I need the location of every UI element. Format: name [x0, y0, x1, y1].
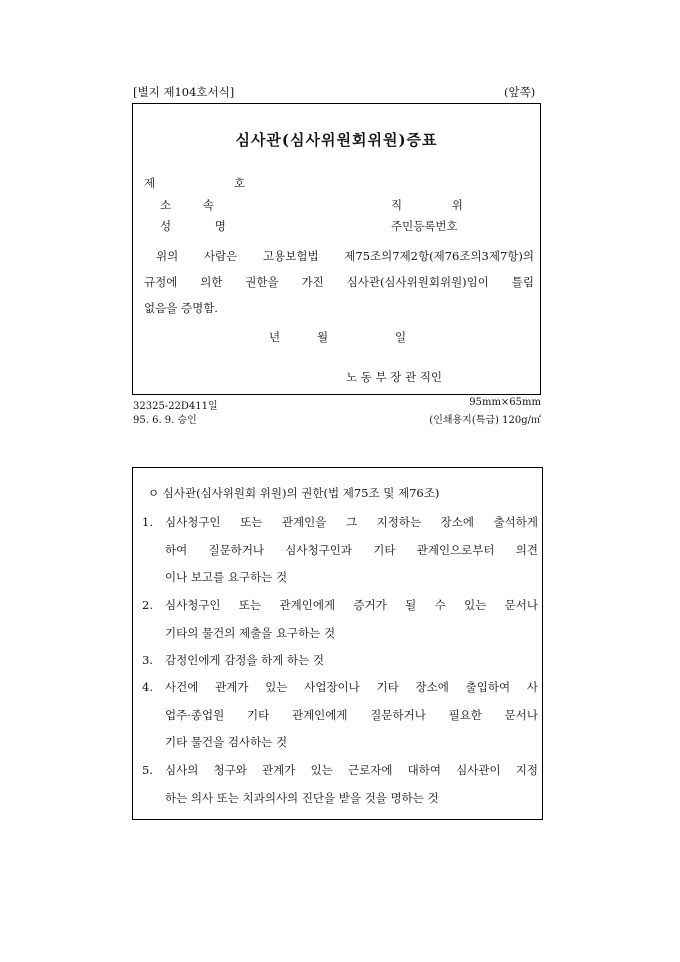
item-number: 1.	[142, 515, 153, 529]
position-label: 직 위	[391, 198, 463, 212]
date-year-label: 년	[269, 330, 281, 344]
authority-box	[132, 467, 543, 820]
item-line: 감정인에게 감정을 하게 하는 것	[165, 653, 325, 667]
resident-id-label: 주민등록번호	[391, 219, 458, 233]
date-month-label: 월	[317, 330, 329, 344]
item-line: 심사청구인 또는 관계인을 그 지정하는 장소에 출석하게	[165, 515, 538, 529]
item-line: 사건에 관계가 있는 사업장이나 기타 장소에 출입하여 사	[165, 680, 538, 694]
certification-statement	[144, 243, 534, 321]
item-line: 심사청구인 또는 관계인에게 증거가 될 수 있는 문서나	[165, 598, 538, 612]
list-item	[142, 509, 538, 592]
item-line: 하는 의사 또는 치과의사의 진단을 받을 것을 명하는 것	[165, 790, 439, 805]
name-label: 성 명	[160, 219, 226, 233]
card-title: 심사관(심사위원회위원)증표	[235, 131, 438, 149]
affiliation-label: 소 속	[160, 198, 214, 212]
item-line: 업주·종업원 기타 관계인에게 질문하거나 필요한 문서나	[165, 707, 538, 722]
form-code: 32325-22D411일	[133, 401, 218, 412]
list-item	[142, 757, 538, 812]
item-line: 심사의 청구와 관계가 있는 근로자에 대하여 심사관이 지정	[165, 763, 538, 777]
paper-spec: (인쇄용지(특급) 120g/㎡	[429, 415, 541, 426]
authority-heading: ㅇ 심사관(심사위원회 위원)의 권한(법 제75조 및 제76조)	[148, 486, 440, 500]
card-number-suffix: 호	[234, 176, 246, 190]
form-number-label: [별지 제104호서식]	[133, 85, 235, 99]
item-line: 이나 보고를 요구하는 것	[165, 570, 288, 584]
id-card-front	[132, 103, 541, 395]
item-number: 3.	[142, 653, 153, 667]
date-day-label: 일	[395, 330, 407, 344]
card-number-prefix: 제	[144, 176, 156, 190]
statement-line: 위의 사람은 고용보험법 제75조의7제2항(제76조의3제7항)의	[156, 249, 534, 263]
statement-line: 규정에 의한 권한을 가진 심사관(심사위원회위원)임이 틀림	[144, 275, 534, 289]
approval-date: 95. 6. 9. 승인	[133, 415, 197, 426]
item-number: 4.	[142, 680, 153, 694]
item-number: 5.	[142, 763, 153, 777]
front-side-label: (앞쪽)	[504, 85, 536, 99]
card-size: 95mm×65mm	[469, 397, 541, 408]
item-number: 2.	[142, 598, 153, 612]
list-item	[142, 592, 538, 647]
statement-line: 없음을 증명함.	[144, 301, 218, 315]
item-line: 기타의 물건의 제출을 요구하는 것	[165, 625, 336, 640]
item-line: 하여 질문하거나 심사청구인과 기타 관계인으로부터 의견	[165, 542, 538, 557]
item-line: 기타 물건을 검사하는 것	[165, 735, 288, 749]
issuer-seal: 노 동 부 장 관 직인	[346, 370, 443, 384]
list-item	[142, 647, 538, 675]
list-item	[142, 674, 538, 757]
